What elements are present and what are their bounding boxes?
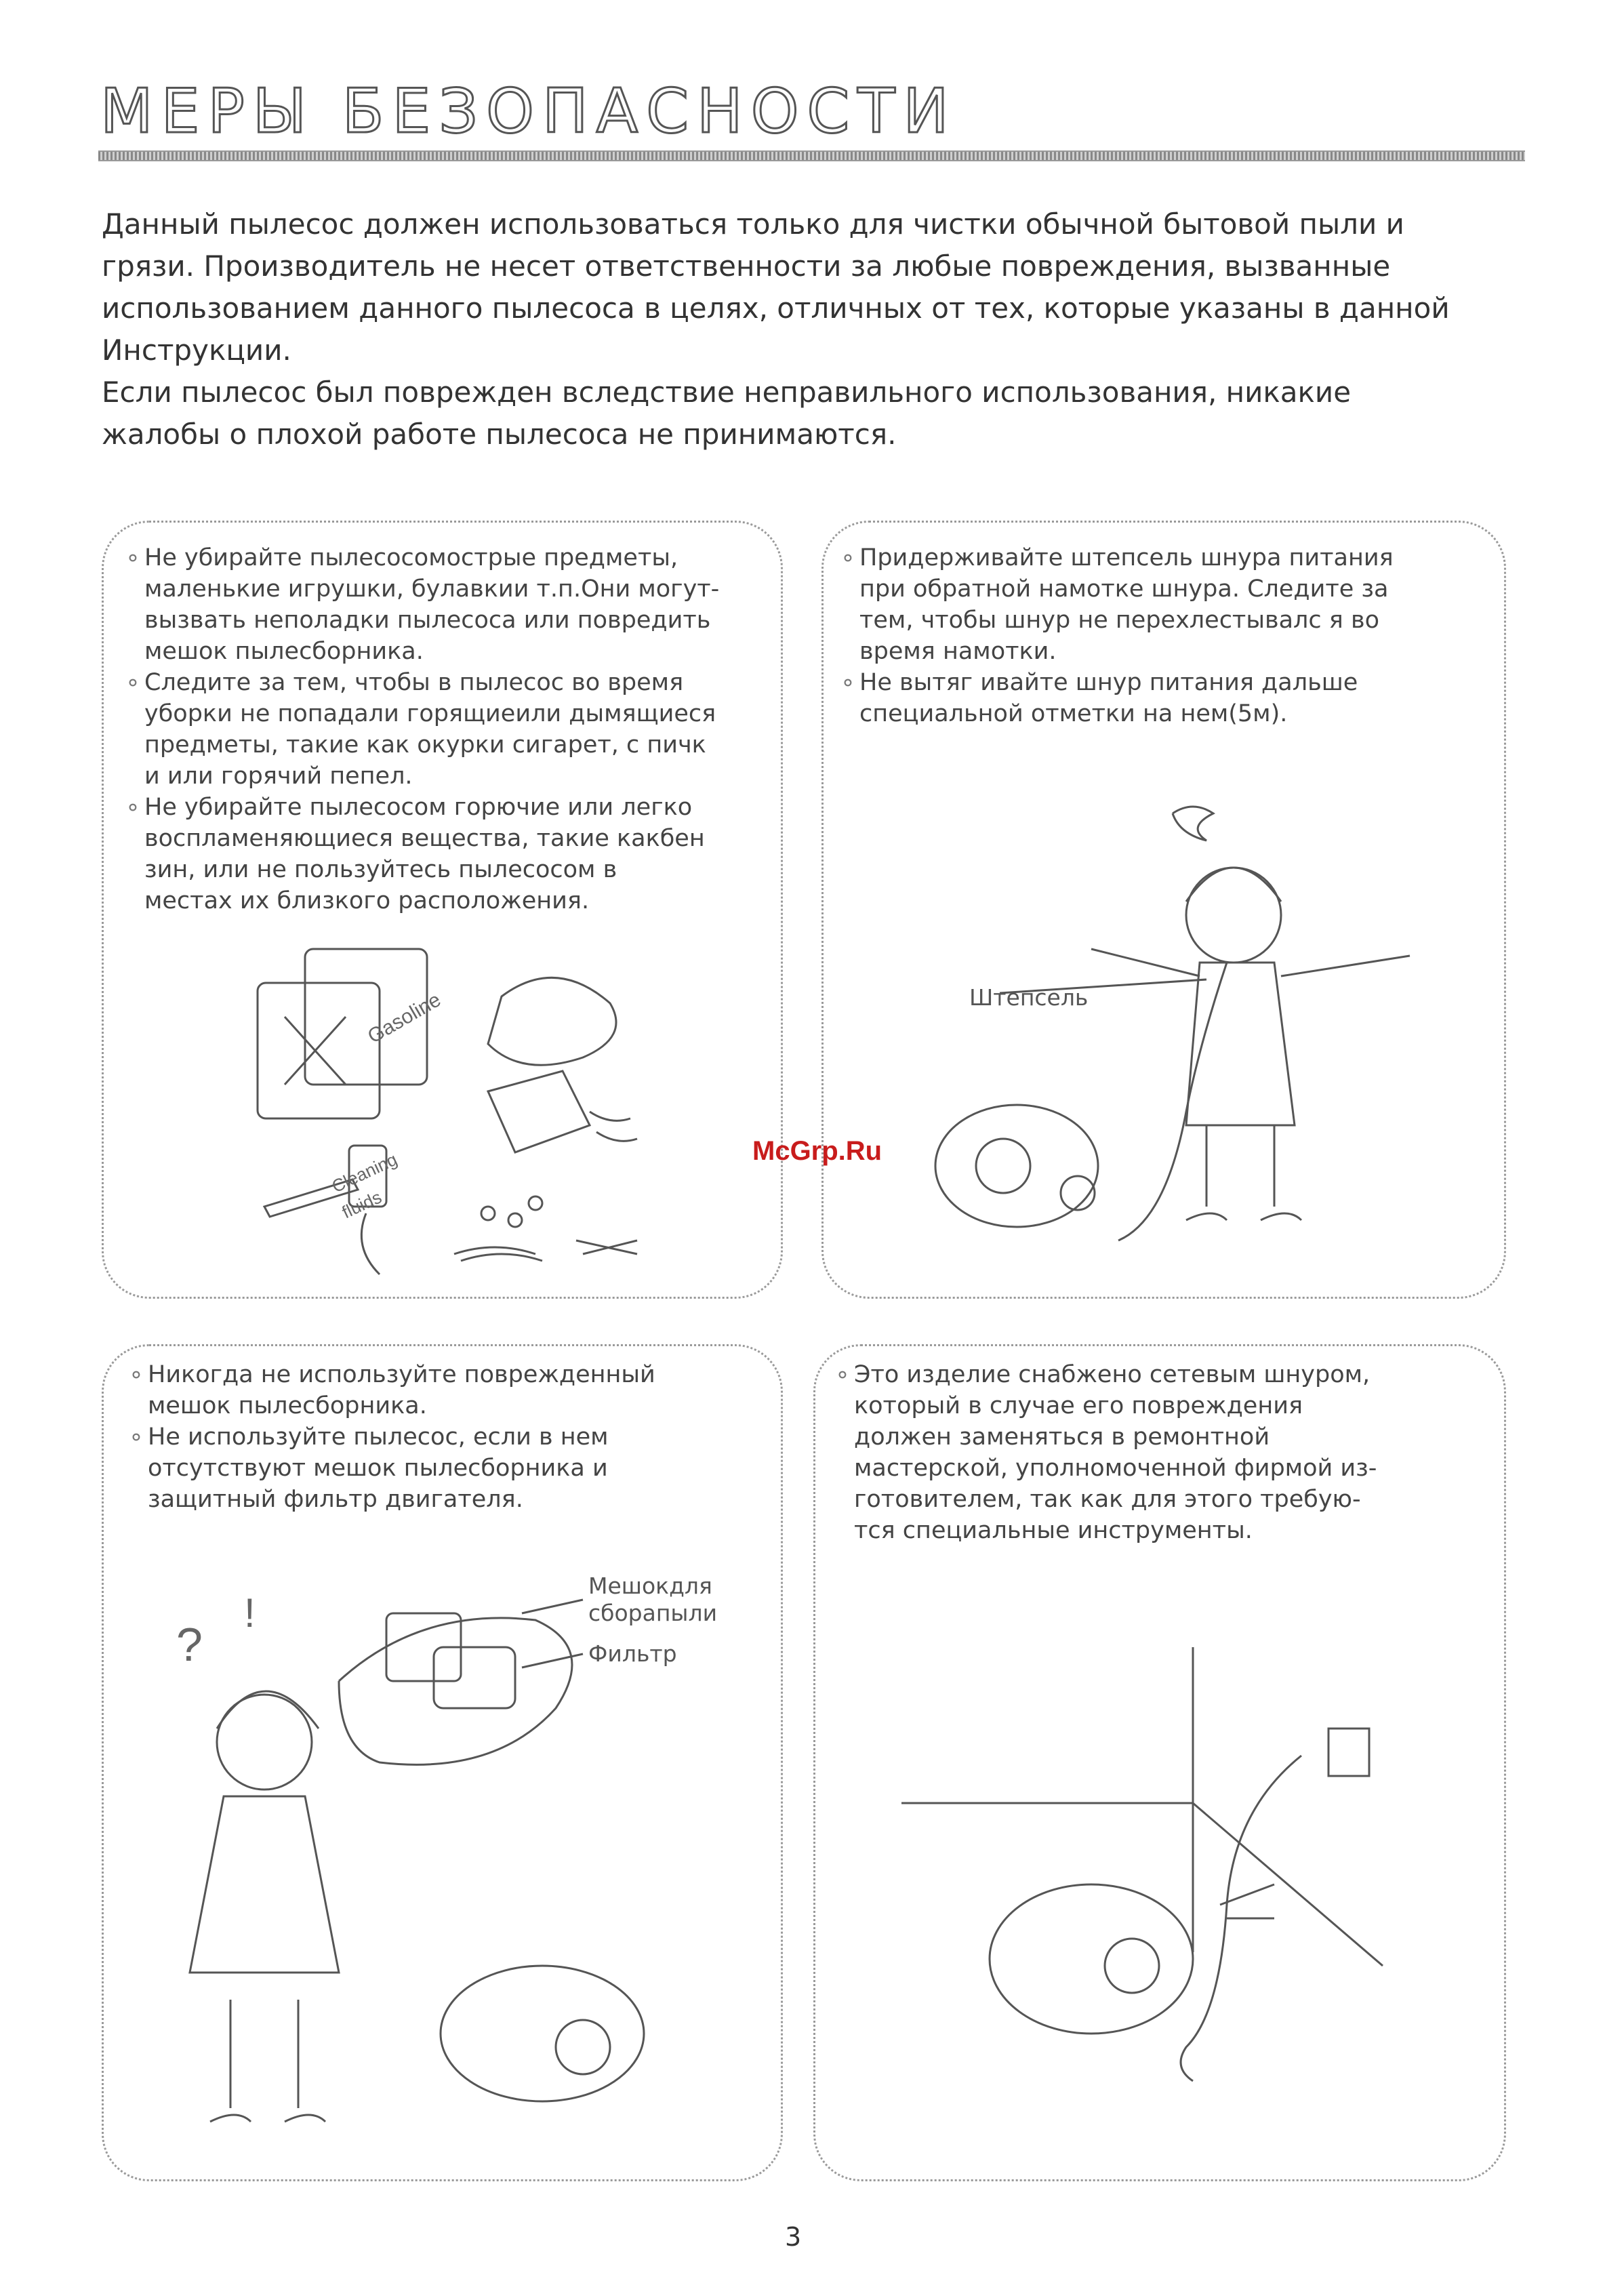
- question-mark: ?: [176, 1618, 203, 1671]
- bullet-item: ∘ Не убирайте пылесосомострые предметы, маленькие игрушки, булавкии т.п.Они могут- вызвать неполадки пылесоса или повредить мешок пылесборника.: [125, 542, 769, 667]
- panel4-bullets: [835, 1359, 1499, 1546]
- bullet-item: ∘ Придерживайте штепсель шнура питания при обратной намотке шнура. Следите за тем, чтобы шнур не перехлестывалс я во время намотки.: [840, 542, 1498, 667]
- dust-bag-label-line: Мешокдля: [588, 1573, 712, 1599]
- woman-cord-illustration: [881, 786, 1478, 1261]
- exclamation-mark: !: [244, 1590, 256, 1636]
- bullet-item: ∘ Следите за тем, чтобы в пылесос во время уборки не попадали горящиеили дымящиеся предметы, такие как окурки сигарет, с пичк и или горячий пепел.: [125, 667, 769, 792]
- cleaning-text: Cleaning: [328, 1148, 401, 1197]
- panel3-bullets: [129, 1359, 773, 1515]
- plug-label: Штепсель: [969, 984, 1089, 1011]
- watermark: McGrp.Ru: [752, 1136, 882, 1166]
- bullet-item: ∘ Не используйте пылесос, если в нем отсутствуют мешок пылесборника и защитный фильтр двигателя.: [129, 1421, 773, 1515]
- bullet-item: ∘ Не вытяг ивайте шнур питания дальше специальной отметки на нем(5м).: [840, 667, 1498, 729]
- intro-text: [102, 203, 1525, 456]
- cleaning-fluids-label: [328, 1148, 427, 1240]
- panel2-bullets: [840, 542, 1498, 729]
- bullet-item: ∘ Никогда не используйте поврежденный мешок пылесборника.: [129, 1359, 773, 1421]
- dust-bag-label-line: сборапыли: [588, 1600, 718, 1626]
- intro-line: Если пылесос был поврежден вследствие неправильного использования, никакие: [102, 376, 1352, 409]
- title-rule: [98, 150, 1525, 161]
- bullet-item: ∘ Не убирайте пылесосом горючие или легко воспламеняющиеся вещества, такие какбен зин, или не пользуйтесь пылесосом в местах их близкого расположения.: [125, 792, 769, 916]
- gasoline-text: Gasoline: [364, 988, 445, 1049]
- intro-line: Инструкции.: [102, 334, 291, 367]
- gasoline-label: [364, 988, 478, 1057]
- intro-line: грязи. Производитель не несет ответственности за любые повреждения, вызванные: [102, 249, 1391, 283]
- bullet-item: ∘ Это изделие снабжено сетевым шнуром, который в случае его повреждения должен заменяться в ремонтной мастерской, уполномоченной фирмой из- готовителем, так как для этого требую- тся специальные инструменты.: [835, 1359, 1499, 1546]
- filter-label: Фильтр: [588, 1640, 677, 1667]
- wall-socket-illustration: [895, 1640, 1457, 2115]
- fluids-text: fluids: [338, 1186, 385, 1223]
- page-title: МЕРЫ БЕЗОПАСНОСТИ: [100, 76, 957, 147]
- intro-line: Данный пылесос должен использоваться только для чистки обычной бытовой пыли и: [102, 207, 1404, 241]
- panel1-bullets: [125, 542, 769, 916]
- intro-line: жалобы о плохой работе пылесоса не принимаются.: [102, 418, 897, 451]
- woman-filter-illustration: [163, 1573, 746, 2156]
- hazard-items-illustration: [230, 935, 678, 1274]
- intro-line: использованием данного пылесоса в целях, отличных от тех, которые указаны в данной: [102, 291, 1450, 325]
- page-number: 3: [785, 2222, 802, 2252]
